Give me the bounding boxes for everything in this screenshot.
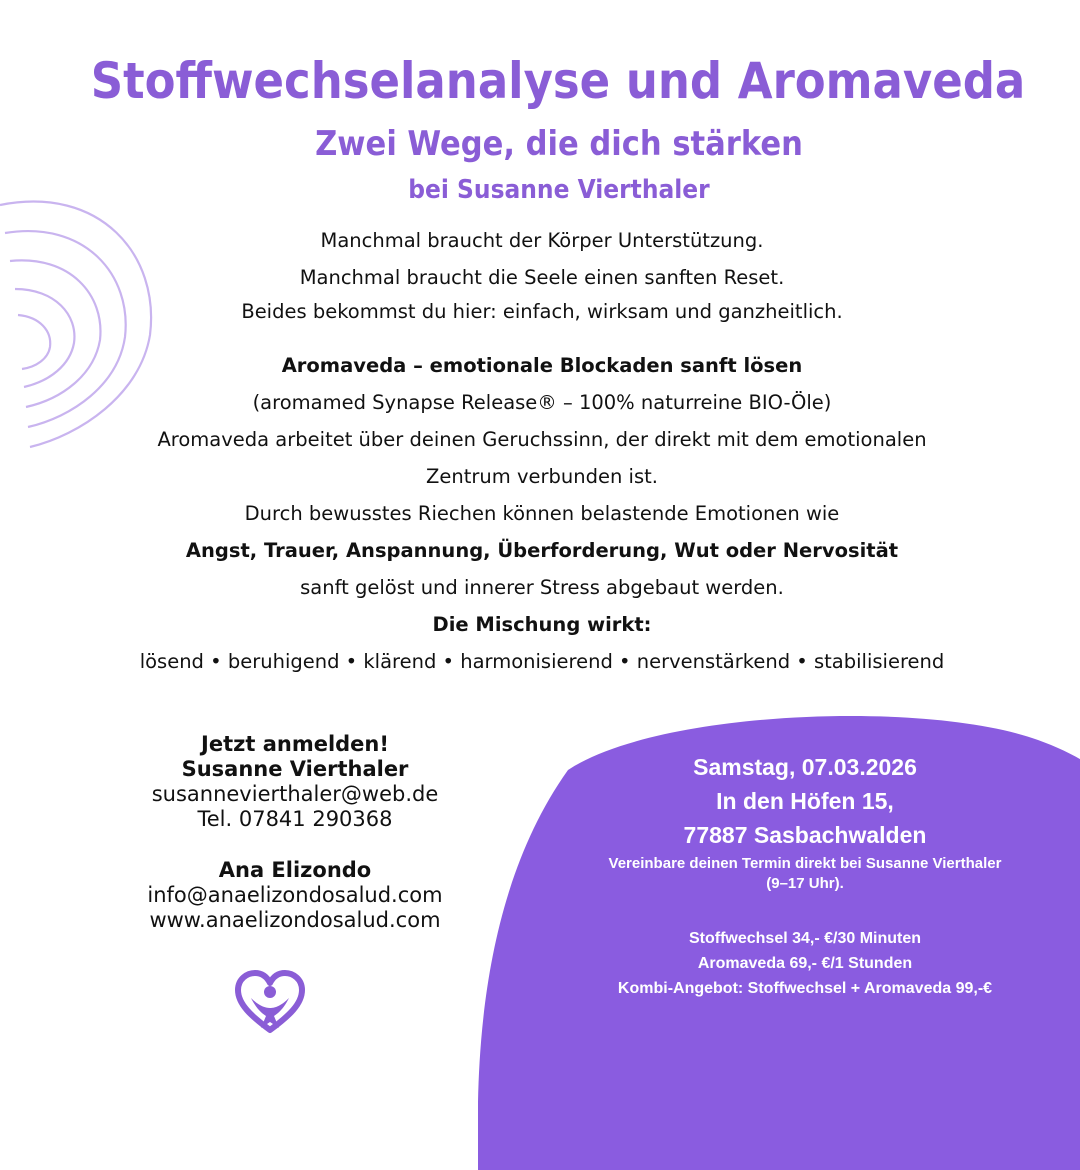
aromaveda-desc-4: sanft gelöst und innerer Stress abgebaut werden. bbox=[300, 576, 784, 599]
byline: bei Susanne Vierthaler bbox=[408, 175, 710, 205]
price-stoffwechsel: Stoffwechsel 34,- €/30 Minuten bbox=[688, 930, 922, 947]
page-subtitle: Zwei Wege, die dich stärken bbox=[315, 124, 803, 164]
contact-block bbox=[100, 732, 490, 933]
intro-line-1: Manchmal braucht der Körper Unterstützung. bbox=[320, 229, 764, 252]
aromaveda-desc-1: Aromaveda arbeitet über deinen Geruchssinn, der direkt mit dem emotionalen bbox=[157, 428, 927, 451]
event-note-1: Vereinbare deinen Termin direkt bei Susanne Vierthaler bbox=[608, 855, 1002, 872]
price-aromaveda: Aromaveda 69,- €/1 Stunden bbox=[697, 955, 913, 972]
contact-website-ana[interactable]: www.anaelizondosalud.com bbox=[149, 908, 441, 932]
aromaveda-desc-3: Durch bewusstes Riechen können belastende Emotionen wie bbox=[244, 502, 840, 525]
register-cta: Jetzt anmelden! bbox=[201, 732, 389, 756]
effects-list: lösend • beruhigend • klärend • harmonisierend • nervenstärkend • stabilisierend bbox=[139, 650, 945, 673]
event-info bbox=[545, 752, 1065, 1001]
aromaveda-desc-2: Zentrum verbunden ist. bbox=[426, 465, 658, 488]
contact-email-susanne[interactable]: susannevierthaler@web.de bbox=[151, 782, 439, 806]
contact-phone-susanne[interactable]: Tel. 07841 290368 bbox=[197, 807, 393, 831]
contact-email-ana[interactable]: info@anaelizondosalud.com bbox=[147, 883, 443, 907]
contact-name-susanne: Susanne Vierthaler bbox=[181, 757, 409, 781]
event-street: In den Höfen 15, bbox=[716, 788, 894, 814]
aromaveda-heading: Aromaveda – emotionale Blockaden sanft lösen bbox=[281, 354, 803, 377]
contact-name-ana: Ana Elizondo bbox=[218, 858, 372, 882]
page-title: Stoffwechselanalyse und Aromaveda bbox=[90, 52, 1026, 110]
intro-line-2: Manchmal braucht die Seele einen sanften Reset. bbox=[299, 266, 785, 289]
mix-heading: Die Mischung wirkt: bbox=[432, 613, 652, 636]
price-kombi: Kombi-Angebot: Stoffwechsel + Aromaveda 99,-€ bbox=[617, 980, 993, 997]
event-note-2: (9–17 Uhr). bbox=[766, 875, 844, 892]
emotions-list: Angst, Trauer, Anspannung, Überforderung, Wut oder Nervosität bbox=[185, 539, 899, 562]
intro-line-3: Beides bekommst du hier: einfach, wirksam und ganzheitlich. bbox=[241, 300, 843, 323]
event-date: Samstag, 07.03.2026 bbox=[693, 754, 917, 780]
event-city: 77887 Sasbachwalden bbox=[683, 822, 927, 848]
aromaveda-product: (aromamed Synapse Release® – 100% naturreine BIO-Öle) bbox=[252, 391, 832, 414]
heart-person-logo-icon bbox=[233, 968, 307, 1038]
